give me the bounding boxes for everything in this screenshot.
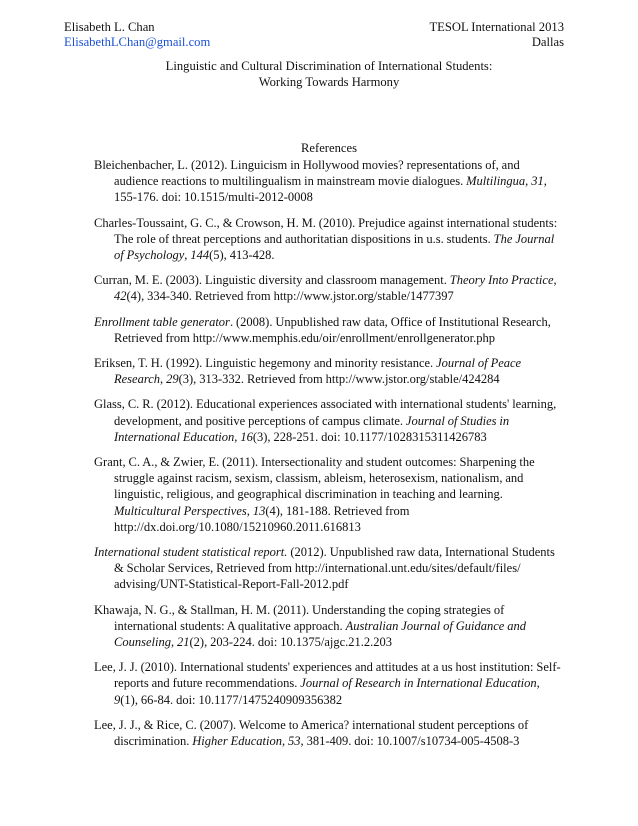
reference-italic-segment: Journal of Studies in International Education xyxy=(114,413,510,444)
reference-italic-segment: 31 xyxy=(531,174,544,189)
reference-entry xyxy=(94,215,564,264)
reference-text-segment: (2), 203-224. doi: 10.1375/ajgc.21.2.203 xyxy=(189,635,393,650)
header-right xyxy=(429,20,564,50)
title-line-2: Working Towards Harmony xyxy=(258,75,400,89)
reference-text-segment: (5), 413-428. xyxy=(209,248,275,263)
reference-italic-segment: Journal of Research in International Education xyxy=(300,676,537,691)
reference-entry xyxy=(94,544,564,593)
document-title xyxy=(64,58,594,90)
reference-text-segment: Khawaja, N. G., & Stallman, H. M. (2011). Understanding the coping strategies of international students: A qualitative approach. xyxy=(94,602,505,633)
reference-text-segment: (3), 313-332. Retrieved from http://www.jstor.org/stable/424284 xyxy=(178,372,500,387)
author-name: Elisabeth L. Chan xyxy=(64,20,155,34)
reference-italic-segment: Higher Education xyxy=(192,734,282,749)
section-heading: References xyxy=(301,141,357,155)
reference-text-segment: Curran, M. E. (2003). Linguistic diversity and classroom management. xyxy=(94,273,450,288)
reference-text-segment: Eriksen, T. H. (1992). Linguistic hegemony and minority resistance. xyxy=(94,356,437,371)
reference-entry xyxy=(94,717,564,749)
header-left xyxy=(64,20,210,50)
reference-italic-segment: 13 xyxy=(252,503,266,518)
reference-entry xyxy=(94,454,564,535)
reference-text-segment: (4), 334-340. Retrieved from http://www.jstor.org/stable/1477397 xyxy=(126,289,454,304)
conference-name: TESOL International 2013 xyxy=(429,20,564,34)
reference-entry xyxy=(94,272,564,304)
reference-italic-segment: 29 xyxy=(166,372,179,387)
title-line-1: Linguistic and Cultural Discrimination of International Students: xyxy=(165,59,493,73)
reference-italic-segment: 144 xyxy=(190,248,210,263)
reference-entry xyxy=(94,396,564,445)
reference-italic-segment: The Journal of Psychology xyxy=(114,231,555,263)
reference-text-segment: , xyxy=(170,635,178,650)
reference-italic-segment: 16 xyxy=(240,429,253,444)
reference-text-segment: , 381-409. doi: 10.1007/s10734-005-4508-3 xyxy=(300,734,520,749)
reference-text-segment: , xyxy=(553,273,557,288)
reference-italic-segment: Multilingua xyxy=(466,174,526,189)
reference-text-segment: (3), 228-251. doi: 10.1177/1028315311426783 xyxy=(252,429,487,444)
reference-text-segment: , xyxy=(525,174,532,189)
reference-italic-segment: 42 xyxy=(114,289,127,304)
reference-text-segment: , xyxy=(184,248,191,263)
reference-text-segment: , xyxy=(246,503,253,518)
reference-italic-segment: Australian Journal of Guidance and Counseling xyxy=(114,618,527,650)
reference-italic-segment: 9 xyxy=(114,692,121,707)
author-email-link[interactable]: ElisabethLChan@gmail.com xyxy=(64,35,211,49)
reference-italic-segment: 53 xyxy=(288,734,301,749)
reference-text-segment: , xyxy=(160,372,167,387)
reference-text-segment: Bleichenbacher, L. (2012). Linguicism in Hollywood movies? representations of, and audience reactions to multilingualism in mainstream movie dialogues. xyxy=(94,158,520,189)
reference-entry xyxy=(94,602,564,651)
reference-text-segment: Lee, J. J. (2010). International students' experiences and attitudes at a us host institution: Self-reports and future recommendations. xyxy=(94,660,561,691)
reference-entry xyxy=(94,659,564,708)
reference-text-segment: Charles-Toussaint, G. C., & Crowson, H. M. (2010). Prejudice against international students: The role of threat perceptions and authoritatian dispositions in u.s. students. xyxy=(94,215,558,246)
reference-text-segment: (2012). Unpublished raw data, International Students & Scholar Services, Retrieved from http://international.unt.edu/sites/default/files/ advising/UNT-Statistical-Report-Fall-2012.pdf xyxy=(114,545,555,592)
reference-list xyxy=(94,157,564,758)
reference-italic-segment: Theory Into Practice xyxy=(449,273,554,288)
reference-text-segment: Lee, J. J., & Rice, C. (2007). Welcome to America? international student perceptions of discrimination. xyxy=(94,717,529,749)
reference-entry xyxy=(94,314,564,346)
reference-italic-segment: Multicultural Perspectives xyxy=(114,503,247,518)
reference-italic-segment: Journal of Peace Research xyxy=(114,356,522,387)
reference-text-segment: . (2008). Unpublished raw data, Office of Institutional Research, Retrieved from http://www.memphis.edu/oir/enrollment/enrollgenerator.php xyxy=(114,314,551,345)
reference-text-segment: (1), 66-84. doi: 10.1177/1475240909356382 xyxy=(120,692,343,707)
reference-entry xyxy=(94,355,564,387)
conference-location: Dallas xyxy=(531,35,564,49)
reference-italic-segment: 21 xyxy=(177,635,190,650)
reference-italic-segment: International student statistical report. xyxy=(94,545,288,560)
reference-text-segment: , xyxy=(234,429,241,444)
reference-text-segment: , xyxy=(281,734,289,749)
reference-text-segment: Grant, C. A., & Zwier, E. (2011). Intersectionality and student outcomes: Sharpening the struggle against racism, sexism, classism, ableism, heterosexism, nationalism, and linguistic, religious, and geographical discrimination in teaching and learning. xyxy=(94,455,535,502)
reference-text-segment: , 155-176. doi: 10.1515/multi-2012-0008 xyxy=(114,174,547,205)
reference-entry xyxy=(94,157,564,206)
reference-text-segment: Glass, C. R. (2012). Educational experiences associated with international students' learning, development, and positive perceptions of campus climate. xyxy=(94,397,557,428)
reference-text-segment: (4), 181-188. Retrieved from http://dx.doi.org/10.1080/15210960.2011.616813 xyxy=(114,503,410,534)
reference-italic-segment: Enrollment table generator xyxy=(94,314,230,329)
reference-text-segment: , xyxy=(536,676,540,691)
